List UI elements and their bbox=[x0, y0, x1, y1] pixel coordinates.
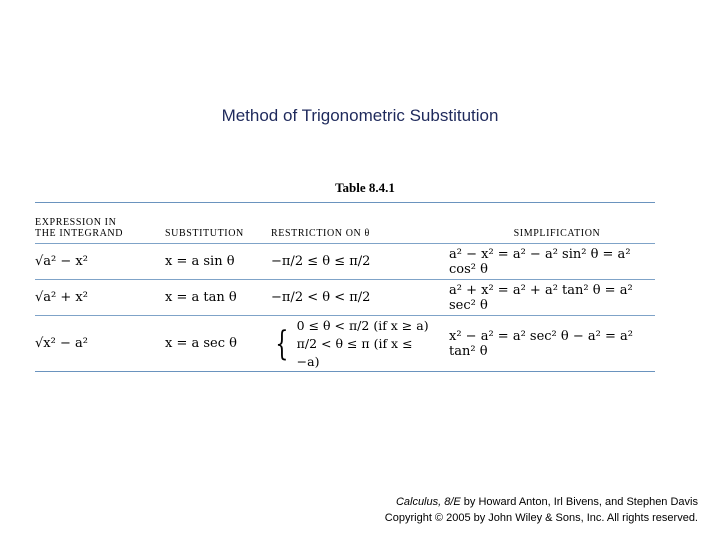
row-restriction: −π/2 ≤ θ ≤ π/2 bbox=[271, 254, 371, 269]
restriction-case-1: 0 ≤ θ < π/2 (if x ≥ a) bbox=[296, 317, 429, 333]
table-header-row bbox=[35, 203, 655, 243]
row-substitution: x = a sin θ bbox=[165, 254, 235, 269]
row-expression: √a² + x² bbox=[35, 290, 88, 305]
footer-citation bbox=[385, 494, 698, 510]
row-simplification: x² − a² = a² sec² θ − a² = a² tan² θ bbox=[449, 328, 633, 359]
restriction-lines bbox=[297, 317, 439, 371]
header-expression bbox=[35, 217, 149, 239]
table-row bbox=[35, 279, 655, 315]
row-restriction bbox=[269, 317, 439, 371]
row-substitution: x = a tan θ bbox=[165, 290, 237, 305]
header-expression-line2: THE INTEGRAND bbox=[35, 228, 124, 239]
row-expression: √a² − x² bbox=[35, 254, 88, 269]
restriction-cases bbox=[271, 317, 439, 371]
left-brace-glyph: { bbox=[275, 323, 289, 364]
header-simplification: SIMPLIFICATION bbox=[513, 228, 601, 239]
row-restriction: −π/2 < θ < π/2 bbox=[271, 290, 371, 305]
book-title: Calculus, 8/E bbox=[395, 496, 461, 508]
substitution-table bbox=[35, 180, 655, 372]
row-expression: √x² − a² bbox=[35, 336, 88, 351]
row-substitution: x = a sec θ bbox=[165, 336, 237, 351]
header-substitution: SUBSTITUTION bbox=[165, 228, 244, 239]
book-authors: by Howard Anton, Irl Bivens, and Stephen Davis bbox=[460, 496, 698, 508]
header-restriction: RESTRICTION ON θ bbox=[271, 228, 370, 239]
copyright-footer bbox=[385, 494, 698, 526]
table-caption: Table 8.4.1 bbox=[335, 180, 395, 195]
row-simplification: a² − x² = a² − a² sin² θ = a² cos² θ bbox=[449, 246, 631, 277]
header-expression-line1: EXPRESSION IN bbox=[35, 217, 117, 228]
slide-title: Method of Trigonometric Substitution bbox=[221, 106, 499, 125]
footer-copyright: Copyright © 2005 by John Wiley & Sons, Inc. All rights reserved. bbox=[384, 512, 698, 524]
table-row bbox=[35, 243, 655, 279]
restriction-case-2: π/2 < θ ≤ π (if x ≤ −a) bbox=[296, 335, 413, 369]
table-row bbox=[35, 315, 655, 371]
row-simplification: a² + x² = a² + a² tan² θ = a² sec² θ bbox=[449, 282, 633, 313]
table-bottom-rule bbox=[35, 371, 655, 372]
